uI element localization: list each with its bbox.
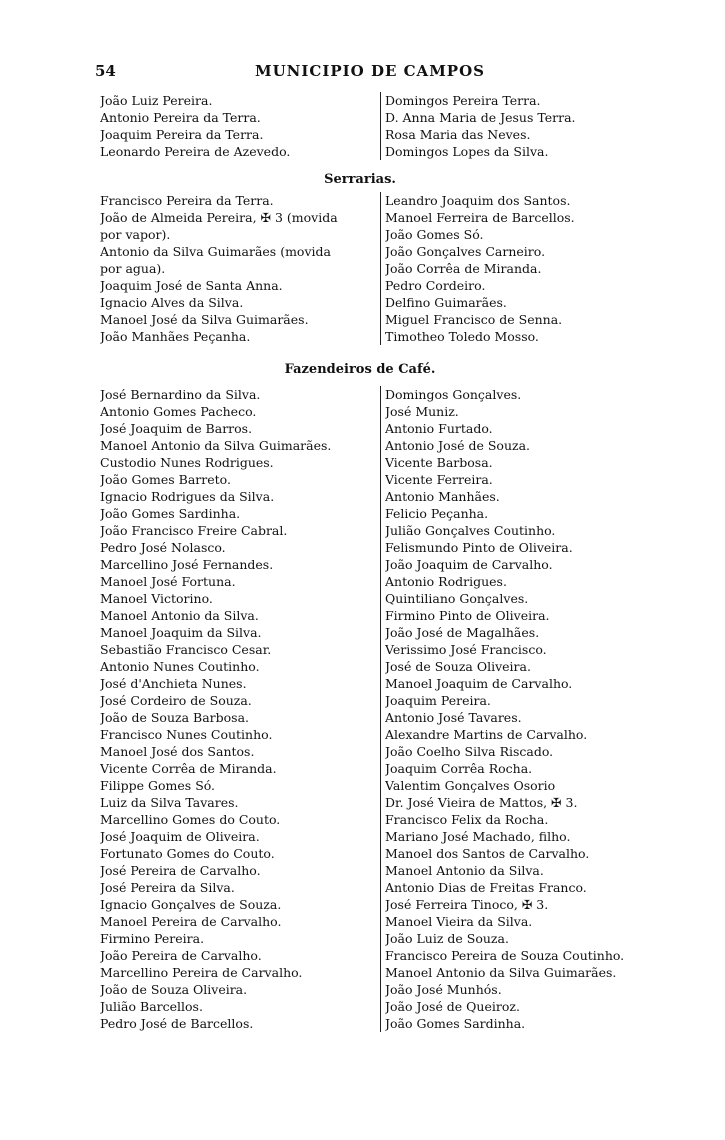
name-entry: Antonio José Tavares.: [385, 710, 522, 725]
name-entry: João de Souza Barbosa.: [100, 710, 249, 725]
name-entry: Marcellino Gomes do Couto.: [100, 812, 281, 827]
name-entry: João Gonçalves Carneiro.: [385, 244, 546, 259]
name-entry: Julião Barcellos.: [100, 999, 203, 1014]
name-entry: José Muniz.: [385, 404, 459, 419]
name-entry: José Bernardino da Silva.: [100, 387, 261, 402]
name-entry: Pedro José de Barcellos.: [100, 1016, 254, 1031]
name-entry: Ignacio Gonçalves de Souza.: [100, 897, 282, 912]
name-entry: Mariano José Machado, filho.: [385, 829, 571, 844]
name-entry: Manoel Victorino.: [100, 591, 213, 606]
name-entry: João Luiz Pereira.: [100, 93, 213, 108]
name-entry: Vicente Barbosa.: [385, 455, 493, 470]
name-entry: João de Almeida Pereira, ✠ 3 (movida: [100, 210, 338, 225]
fazendeiros-left-column: [100, 386, 375, 1032]
name-entry: João Coelho Silva Riscado.: [385, 744, 554, 759]
top-left-column: [100, 92, 375, 160]
name-entry: João Corrêa de Miranda.: [385, 261, 542, 276]
name-entry: Leonardo Pereira de Azevedo.: [100, 144, 291, 159]
name-entry: Alexandre Martins de Carvalho.: [385, 727, 588, 742]
name-entry: Domingos Pereira Terra.: [385, 93, 541, 108]
name-entry: por agua).: [100, 261, 166, 276]
name-entry: Antonio Rodrigues.: [385, 574, 507, 589]
section-title-fazendeiros: Fazendeiros de Café.: [284, 362, 436, 377]
name-entry: Fortunato Gomes do Couto.: [100, 846, 275, 861]
name-entry: Filippe Gomes Só.: [100, 778, 216, 793]
top-name-block: [100, 92, 620, 164]
name-entry: José Cordeiro de Souza.: [100, 693, 252, 708]
name-entry: Verissimo José Francisco.: [385, 642, 547, 657]
name-entry: Vicente Corrêa de Miranda.: [100, 761, 277, 776]
name-entry: Manoel dos Santos de Carvalho.: [385, 846, 590, 861]
name-entry: Manoel Vieira da Silva.: [385, 914, 533, 929]
section-title-serrarias: Serrarias.: [324, 172, 396, 187]
name-entry: Joaquim Pereira da Terra.: [100, 127, 264, 142]
name-entry: Antonio Furtado.: [385, 421, 493, 436]
serrarias-left-column: [100, 192, 375, 345]
name-entry: José Joaquim de Barros.: [100, 421, 253, 436]
name-entry: Firmino Pereira.: [100, 931, 205, 946]
name-entry: Antonio José de Souza.: [385, 438, 531, 453]
name-entry: Joaquim José de Santa Anna.: [100, 278, 283, 293]
top-right-column: [380, 92, 630, 160]
name-entry: João Gomes Só.: [385, 227, 484, 242]
name-entry: Manoel Ferreira de Barcellos.: [385, 210, 575, 225]
fazendeiros-block: [100, 386, 625, 1066]
name-entry: Julião Gonçalves Coutinho.: [385, 523, 556, 538]
name-entry: João José Munhós.: [385, 982, 502, 997]
name-entry: Francisco Pereira de Souza Coutinho.: [385, 948, 625, 963]
name-entry: Manoel Pereira de Carvalho.: [100, 914, 282, 929]
name-entry: Pedro José Nolasco.: [100, 540, 226, 555]
name-entry: Firmino Pinto de Oliveira.: [385, 608, 550, 623]
name-entry: Francisco Pereira da Terra.: [100, 193, 274, 208]
name-entry: João José de Magalhães.: [385, 625, 540, 640]
name-entry: Manoel José dos Santos.: [100, 744, 255, 759]
name-entry: D. Anna Maria de Jesus Terra.: [385, 110, 576, 125]
name-entry: Manoel Antonio da Silva.: [100, 608, 259, 623]
name-entry: Miguel Francisco de Senna.: [385, 312, 563, 327]
name-entry: José Pereira da Silva.: [100, 880, 235, 895]
name-entry: Domingos Gonçalves.: [385, 387, 522, 402]
name-entry: Domingos Lopes da Silva.: [385, 144, 549, 159]
page-header: [95, 62, 515, 84]
name-entry: Manoel José Fortuna.: [100, 574, 236, 589]
name-entry: Timotheo Toledo Mosso.: [385, 329, 539, 344]
name-entry: Manoel Joaquim de Carvalho.: [385, 676, 573, 691]
name-entry: Manoel José da Silva Guimarães.: [100, 312, 309, 327]
name-entry: Francisco Nunes Coutinho.: [100, 727, 273, 742]
name-entry: Luiz da Silva Tavares.: [100, 795, 239, 810]
name-entry: Antonio Gomes Pacheco.: [100, 404, 257, 419]
name-entry: Leandro Joaquim dos Santos.: [385, 193, 571, 208]
name-entry: João Gomes Sardinha.: [385, 1016, 526, 1031]
name-entry: Antonio Manhães.: [385, 489, 500, 504]
name-entry: Delfino Guimarães.: [385, 295, 507, 310]
name-entry: Joaquim Corrêa Rocha.: [385, 761, 533, 776]
name-entry: Antonio Dias de Freitas Franco.: [385, 880, 587, 895]
serrarias-right-column: [380, 192, 630, 345]
name-entry: Antonio Nunes Coutinho.: [100, 659, 260, 674]
name-entry: Marcellino Pereira de Carvalho.: [100, 965, 303, 980]
name-entry: Manoel Joaquim da Silva.: [100, 625, 262, 640]
name-entry: João Francisco Freire Cabral.: [100, 523, 288, 538]
name-entry: João Gomes Sardinha.: [100, 506, 241, 521]
name-entry: João Gomes Barreto.: [100, 472, 231, 487]
fazendeiros-right-column: [380, 386, 630, 1032]
name-entry: Antonio Pereira da Terra.: [100, 110, 261, 125]
name-entry: Custodio Nunes Rodrigues.: [100, 455, 274, 470]
name-entry: Rosa Maria das Neves.: [385, 127, 531, 142]
name-entry: Manoel Antonio da Silva Guimarães.: [100, 438, 332, 453]
name-entry: Antonio da Silva Guimarães (movida: [100, 244, 331, 259]
page-number: 54: [95, 62, 116, 80]
name-entry: Sebastião Francisco Cesar.: [100, 642, 272, 657]
name-entry: por vapor).: [100, 227, 171, 242]
name-entry: Ignacio Rodrigues da Silva.: [100, 489, 275, 504]
name-entry: Felismundo Pinto de Oliveira.: [385, 540, 573, 555]
name-entry: Marcellino José Fernandes.: [100, 557, 274, 572]
name-entry: João Pereira de Carvalho.: [100, 948, 262, 963]
name-entry: João Luiz de Souza.: [385, 931, 509, 946]
name-entry: Vicente Ferreira.: [385, 472, 493, 487]
name-entry: João de Souza Oliveira.: [100, 982, 248, 997]
name-entry: Quintiliano Gonçalves.: [385, 591, 529, 606]
name-entry: Manoel Antonio da Silva.: [385, 863, 544, 878]
name-entry: Francisco Felix da Rocha.: [385, 812, 549, 827]
name-entry: Dr. José Vieira de Mattos, ✠ 3.: [385, 795, 578, 810]
name-entry: José de Souza Oliveira.: [385, 659, 531, 674]
name-entry: João Joaquim de Carvalho.: [385, 557, 553, 572]
name-entry: José d'Anchieta Nunes.: [100, 676, 247, 691]
name-entry: João Manhães Peçanha.: [100, 329, 251, 344]
name-entry: Joaquim Pereira.: [385, 693, 491, 708]
name-entry: Pedro Cordeiro.: [385, 278, 486, 293]
serrarias-block: [100, 192, 620, 348]
running-title: MUNICIPIO DE CAMPOS: [255, 62, 485, 80]
name-entry: José Ferreira Tinoco, ✠ 3.: [385, 897, 549, 912]
name-entry: Felicio Peçanha.: [385, 506, 489, 521]
name-entry: Ignacio Alves da Silva.: [100, 295, 244, 310]
name-entry: José Joaquim de Oliveira.: [100, 829, 260, 844]
name-entry: João José de Queiroz.: [385, 999, 520, 1014]
name-entry: Manoel Antonio da Silva Guimarães.: [385, 965, 617, 980]
name-entry: José Pereira de Carvalho.: [100, 863, 261, 878]
name-entry: Valentim Gonçalves Osorio: [385, 778, 556, 793]
